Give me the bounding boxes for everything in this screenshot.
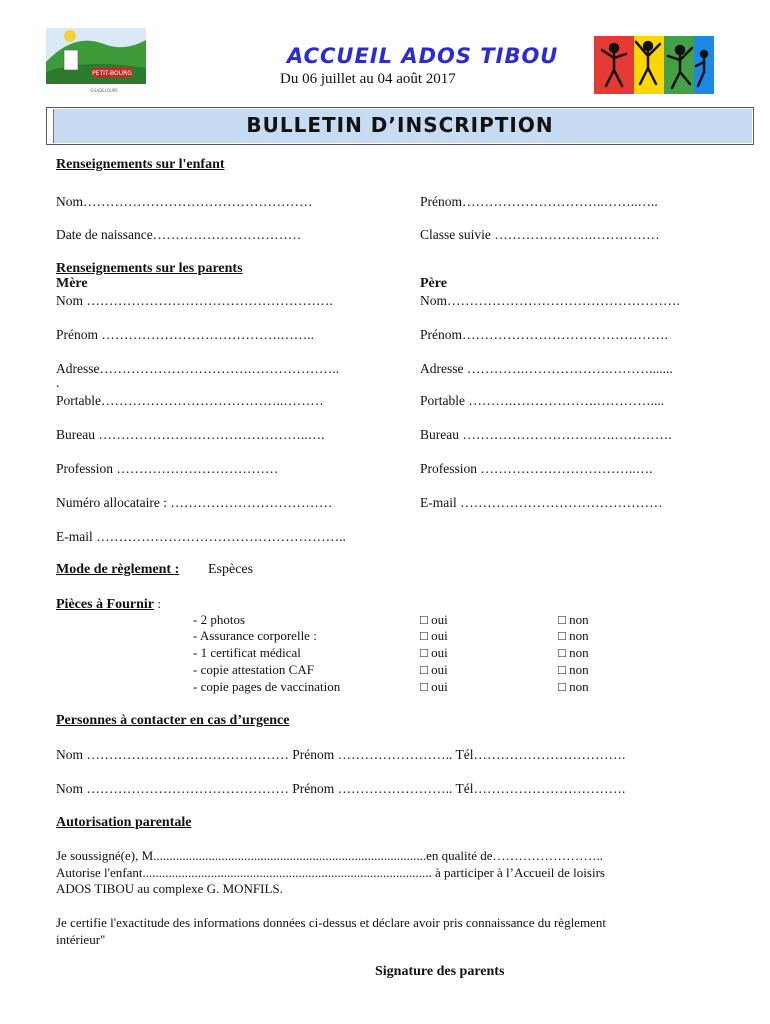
title-banner <box>46 107 754 145</box>
doc-oui-checkbox[interactable]: □ oui <box>420 662 448 677</box>
allocataire-field[interactable]: Numéro allocataire : ……………………………… <box>56 495 333 510</box>
mother-prenom-field[interactable]: Prénom ………………………………….…….. <box>56 327 314 342</box>
father-adresse-field[interactable]: Adresse ………….……………….………....... <box>420 361 673 376</box>
doc-non-checkbox[interactable]: □ non <box>558 645 589 660</box>
banner-title: BULLETIN D’INSCRIPTION <box>246 113 554 137</box>
emergency-contact-row[interactable]: Nom ……………………………………… Prénom …………………….. Tél……………………………. <box>56 747 626 762</box>
emergency-heading: Personnes à contacter en cas d’urgence <box>56 713 290 728</box>
authorization-line-3: ADOS TIBOU au complexe G. MONFILS. <box>56 881 283 896</box>
documents-heading: Pièces à Fournir <box>56 597 154 612</box>
documents-heading-wrap <box>56 596 161 613</box>
doc-item-label: - copie pages de vaccination <box>193 679 341 694</box>
doc-item-label: - copie attestation CAF <box>193 662 314 677</box>
father-bureau-field[interactable]: Bureau …………………………….…………. <box>420 427 672 442</box>
doc-item-label: - 1 certificat médical <box>193 645 301 660</box>
parents-section-heading: Renseignements sur les parents <box>56 261 243 276</box>
authorization-heading: Autorisation parentale <box>56 815 192 830</box>
father-email-field[interactable]: E-mail ……………………………………… <box>420 495 663 510</box>
father-label: Père <box>420 276 447 291</box>
authorization-line-2[interactable]: Autorise l'enfant......................................................................................... à participer à l’Accueil de loisirs <box>56 865 605 880</box>
doc-item-label: - 2 photos <box>193 612 245 627</box>
logo-text: PETIT-BOURG <box>92 70 132 77</box>
mother-bureau-field[interactable]: Bureau ………………………………………..…. <box>56 427 325 442</box>
signature-label: Signature des parents <box>375 964 505 979</box>
doc-non-checkbox[interactable]: □ non <box>558 612 589 627</box>
page-title: ACCUEIL ADOS TIBOU <box>287 44 559 68</box>
mother-portable-field[interactable]: Portable…………………………………..……… <box>56 393 324 408</box>
father-portable-field[interactable]: Portable ……….……………….………….... <box>420 393 665 408</box>
doc-oui-checkbox[interactable]: □ oui <box>420 628 448 643</box>
doc-oui-checkbox[interactable]: □ oui <box>420 679 448 694</box>
child-section-heading: Renseignements sur l'enfant <box>56 157 225 172</box>
certification-line-1: Je certifie l'exactitude des informations données ci-dessus et déclare avoir pris connaissance du règlement <box>56 915 606 930</box>
mother-email-field[interactable]: E-mail ……………………………………………….. <box>56 529 346 544</box>
authorization-line-1[interactable]: Je soussigné(e), M....................................................................................en qualité de…………………….. <box>56 848 604 863</box>
emergency-contact-row[interactable]: Nom ……………………………………… Prénom …………………….. Tél……………………………. <box>56 781 626 796</box>
child-birthdate-field[interactable]: Date de naissance…………………………… <box>56 227 302 242</box>
dancers-logo <box>592 34 716 96</box>
svg-text:GUADELOUPE: GUADELOUPE <box>90 88 118 93</box>
doc-oui-checkbox[interactable]: □ oui <box>420 645 448 660</box>
child-class-field[interactable]: Classe suivie ………………….…………… <box>420 227 660 242</box>
mother-label: Mère <box>56 276 88 291</box>
mother-nom-field[interactable]: Nom ………………………………………………. <box>56 293 333 308</box>
petit-bourg-logo <box>44 22 148 94</box>
doc-non-checkbox[interactable]: □ non <box>558 679 589 694</box>
certification-line-2: intérieur" <box>56 932 106 947</box>
session-dates: Du 06 juillet au 04 août 2017 <box>280 71 456 87</box>
father-profession-field[interactable]: Profession ……………………………..…. <box>420 461 653 476</box>
child-prenom-field[interactable]: Prénom…………………………..……..….. <box>420 194 658 209</box>
mother-adresse-field[interactable]: Adresse…………………………….……………….. <box>56 361 340 376</box>
documents-heading-colon: : <box>157 596 161 611</box>
father-nom-field[interactable]: Nom……………………………………………. <box>420 293 680 308</box>
doc-non-checkbox[interactable]: □ non <box>558 628 589 643</box>
father-prenom-field[interactable]: Prénom………………………………………. <box>420 327 668 342</box>
doc-item-label: - Assurance corporelle : <box>193 628 317 643</box>
payment-value: Espèces <box>208 562 254 577</box>
mother-adresse-continuation: . <box>56 375 60 390</box>
doc-non-checkbox[interactable]: □ non <box>558 662 589 677</box>
doc-oui-checkbox[interactable]: □ oui <box>420 612 448 627</box>
mother-profession-field[interactable]: Profession ……………………………… <box>56 461 279 476</box>
payment-label: Mode de règlement : <box>56 562 180 577</box>
child-nom-field[interactable]: Nom…………………………………………… <box>56 194 313 209</box>
